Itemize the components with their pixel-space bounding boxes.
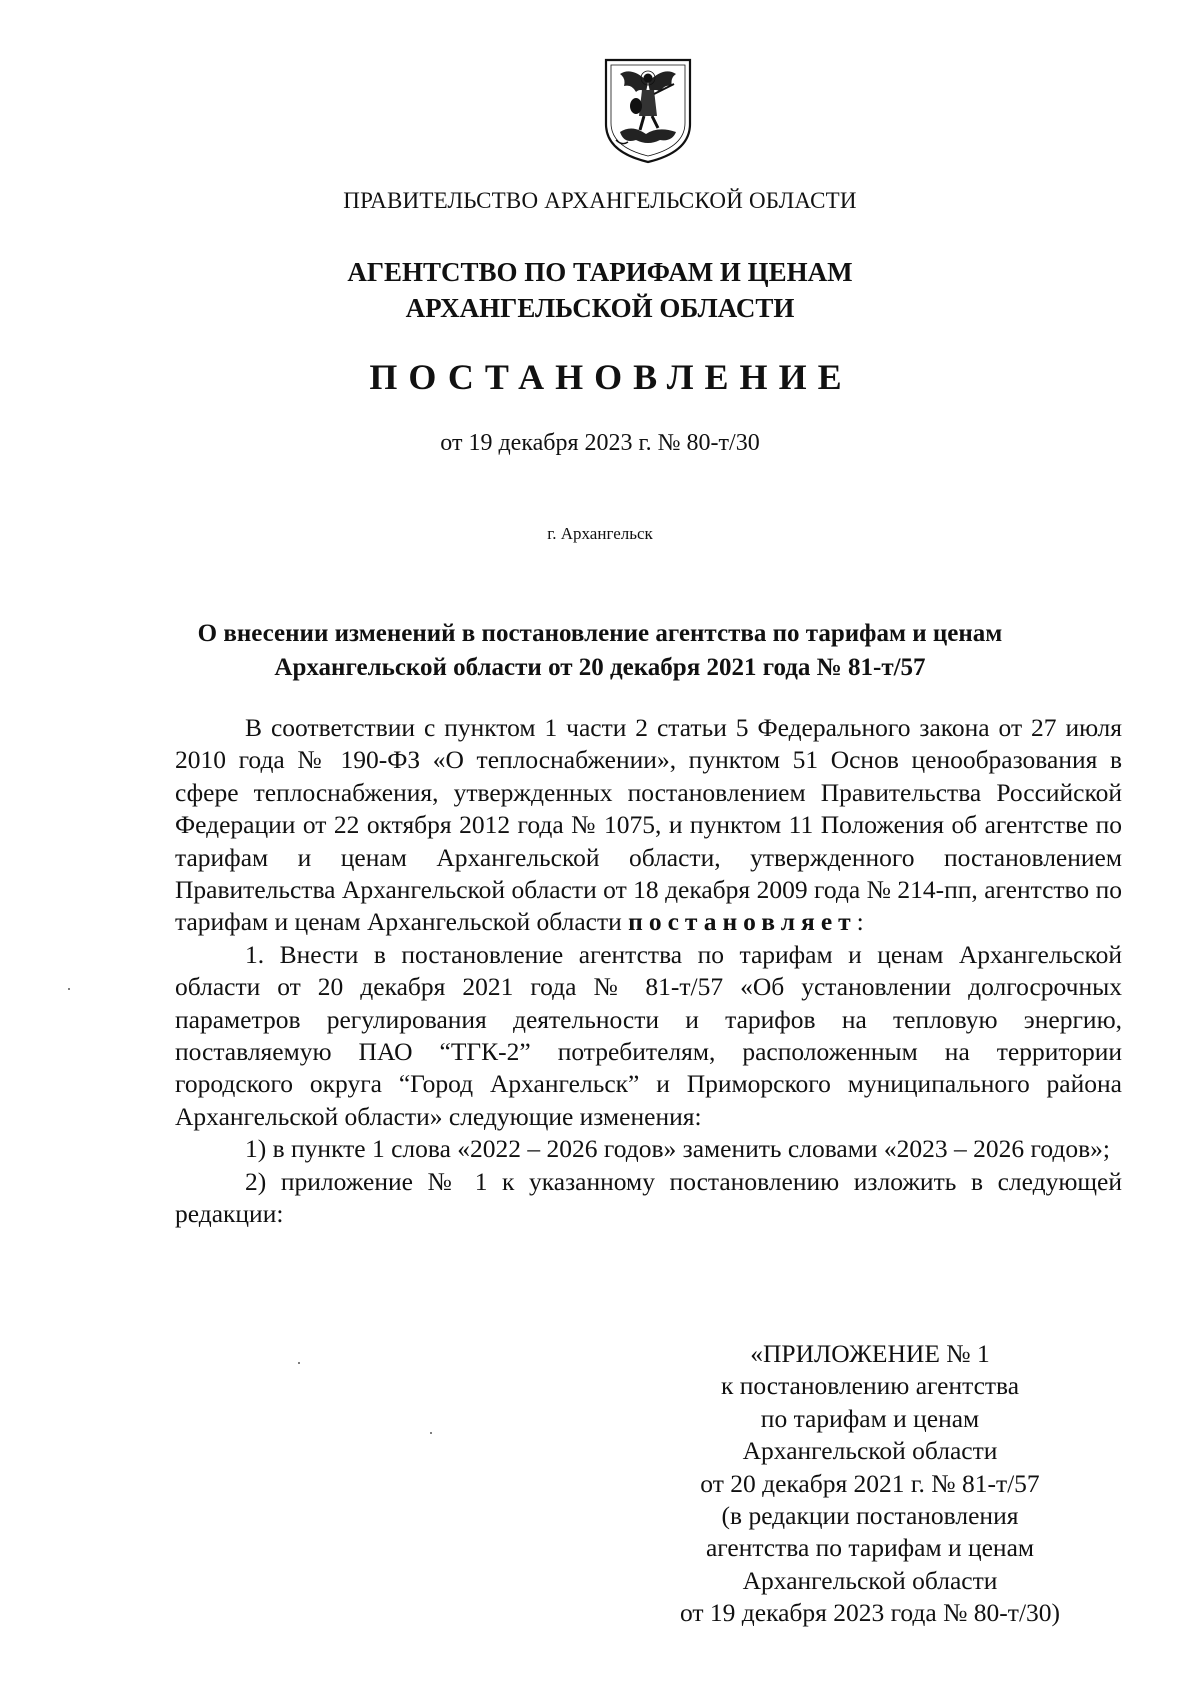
appendix-line: (в редакции постановления — [721, 1501, 1019, 1531]
scan-speck — [430, 1432, 432, 1434]
government-name: ПРАВИТЕЛЬСТВО АРХАНГЕЛЬСКОЙ ОБЛАСТИ — [343, 188, 857, 213]
item-1-2-paragraph: 2) приложение № 1 к указанному постановлению изложить в следующей редакции: — [175, 1166, 1122, 1229]
appendix-line: «ПРИЛОЖЕНИЕ № 1 — [750, 1339, 990, 1368]
item-1-1-paragraph: 1) в пункте 1 слова «2022 – 2026 годов» заменить словами «2023 – 2026 годов»; — [245, 1134, 1110, 1164]
item-1-paragraph: 1. Внести в постановление агентства по тарифам и ценам Архангельской области от 20 декабря 2021 года № 81-т/57 «Об установлении долгосрочных параметров регулирования деятельности и тарифов на тепловую энергию, поставляемую ПАО “ТГК-2” потребителям, расположенным на территории городского округа “Город Архангельск” и Приморского муниципального района Архангельской области» следующие изменения: — [175, 939, 1122, 1131]
document-city: г. Архангельск — [547, 524, 653, 543]
subject-line1: О внесении изменений в постановление агентства по тарифам и ценам — [197, 620, 1003, 647]
agency-name — [0, 254, 1200, 326]
appendix-line: агентства по тарифам и ценам — [705, 1533, 1035, 1563]
document-body — [175, 712, 1122, 1231]
document-date-number: от 19 декабря 2023 г. № 80-т/30 — [440, 430, 760, 456]
document-subject — [0, 617, 1200, 685]
agency-name-line2: АРХАНГЕЛЬСКОЙ ОБЛАСТИ — [405, 293, 795, 323]
resolves-colon: : — [856, 907, 864, 937]
scan-speck — [68, 988, 70, 990]
appendix-line: от 19 декабря 2023 года № 80-т/30) — [679, 1598, 1061, 1628]
appendix-line: по тарифам и ценам — [760, 1403, 980, 1433]
archangel-coat-of-arms-icon — [602, 56, 694, 164]
agency-name-line1: АГЕНТСТВО ПО ТАРИФАМ И ЦЕНАМ — [347, 257, 853, 287]
appendix-line: к постановлению агентства — [720, 1371, 1020, 1401]
document-type: ПОСТАНОВЛЕНИЕ — [369, 357, 853, 397]
appendix-heading — [640, 1338, 1100, 1630]
appendix-line: Архангельской области — [742, 1565, 998, 1595]
scan-speck — [298, 1362, 300, 1364]
preamble-paragraph — [175, 712, 1122, 939]
appendix-line: от 20 декабря 2021 г. № 81-т/57 — [700, 1468, 1040, 1498]
appendix-line: Архангельской области — [742, 1436, 998, 1466]
subject-line2: Архангельской области от 20 декабря 2021 года № 81-т/57 — [274, 654, 926, 681]
preamble-text: В соответствии с пунктом 1 части 2 статьи 5 Федерального закона от 27 июля 2010 года № 190-ФЗ «О теплоснабжении», пунктом 51 Основ ценообразования в сфере теплоснабжения, утвержденных постановлением Правительства Российской Федерации от 22 октября 2012 года № 1075, и пунктом 11 Положения об агентстве по тарифам и ценам Архангельской области, утвержденного постановлением Правительства Архангельской области от 18 декабря 2009 года № 214-пп, агентство по тарифам и ценам Архангельской области — [175, 713, 1122, 937]
resolves-word: постановляет — [628, 907, 857, 937]
